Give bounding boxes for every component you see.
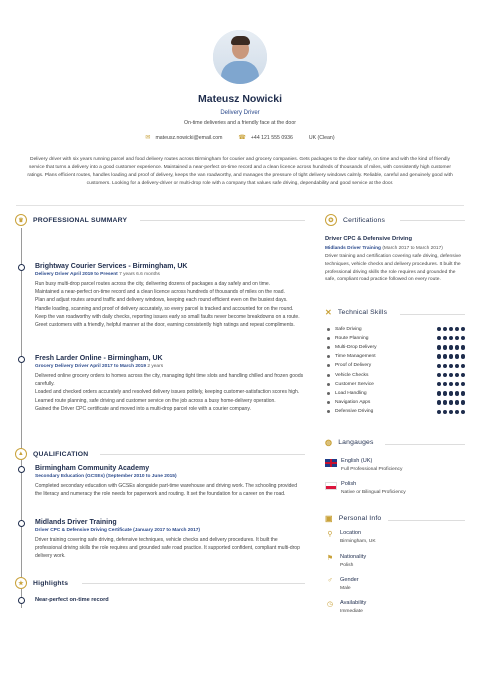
highlights-title-text: Highlights [33,579,69,587]
job-description [35,372,305,413]
rating-dot [461,327,466,332]
skill-row [325,325,465,333]
job-title: Delivery Driver [220,110,260,116]
personal-info-availability [325,600,366,614]
rating-dot [455,336,460,341]
personal-label: Location [340,530,362,536]
skills-title-text: Technical Skills [337,309,388,316]
rating-dot [455,400,460,405]
section-line [400,314,465,315]
job-line: Delivered online grocery orders to homes across the city, managing tight time slots and handling chilled and frozen goods carefully. [35,373,304,388]
skill-row [325,371,465,379]
qualification-text: Completed secondary education with GCSEs alongside part-time warehouse and driving work. The schooling provided the literacy and numeracy the role needs for paperwork and routing. It set the foundation for a career on the road. [35,483,297,498]
timeline-dot [18,356,25,363]
contact-row [0,134,480,141]
rating-dot [449,382,454,387]
rating-dot [443,391,448,396]
certification-text: Driver training and certification covering safe driving, defensive techniques, vehicle checks and delivery procedures. It built the professional driving skills the role requires and grounded the safe, compliant road practice followed on every route. [325,254,461,283]
skill-row [325,334,465,342]
tools-icon: ✕ [325,308,332,317]
rating-dot [455,345,460,350]
section-title-certifications [325,214,385,226]
personal-info-gender [325,577,359,591]
skill-row [325,399,465,407]
globe-icon: ◍ [325,438,333,447]
license-text: UK (Clean) [308,134,335,141]
timeline-line [21,228,22,608]
certification-date: (March 2017 to March 2017) [382,246,443,251]
graduation-cap-icon: ▲ [15,448,27,460]
avatar [213,30,267,84]
job-duration: 7 years 6.6 months [119,272,160,277]
language-name: English (UK) [341,458,373,464]
rating-dot [443,327,448,332]
job-position-line [35,272,305,277]
timeline-dot [18,520,25,527]
skill-name: Customer Service [335,381,374,387]
skill-name: Proof of Delivery [335,363,372,369]
rating-dot [443,364,448,369]
rating-dot [437,410,442,415]
section-title-personal [325,514,381,523]
language-item [325,481,406,495]
skill-row [325,362,465,370]
rating-dot [455,373,460,378]
rating-dot [461,336,466,341]
rating-dot [449,327,454,332]
email-text: mateusz.nowicki@email.com [155,135,223,141]
qualification-detail: Driver CPC & Defensive Driving Certificate (January 2017 to March 2017) [35,528,201,533]
rating-dot [461,354,466,359]
phone-contact[interactable] [238,134,292,141]
skill-rating [437,327,466,332]
section-title-highlights [15,577,68,589]
personal-info-location [325,530,376,544]
personal-value: Birmingham, UK [340,539,376,544]
job-entry-1 [35,263,305,329]
skill-row [325,353,465,361]
rating-dot [437,382,442,387]
rating-dot [449,364,454,369]
job-company: Fresh Larder Online - Birmingham, UK [35,355,163,362]
skill-name: Route Planning [335,335,369,341]
phone-text: +44 121 555 0936 [250,135,293,141]
skill-rating [437,391,466,396]
section-line [388,520,465,521]
rating-dot [455,327,460,332]
candidate-name: Mateusz Nowicki [197,93,283,105]
job-line: Maintained a near-perfect on-time record and a clean licence across hundreds of thousands of miles on the road. [35,289,285,296]
uk-flag-icon [325,459,337,467]
job-line: Gained the Driver CPC certificate and moved into a multi-drop parcel role with a courier company. [35,405,251,412]
divider [16,205,464,206]
certification-issuer: Midlands Driver Training [325,246,381,251]
section-line [82,583,305,584]
award-icon: ✪ [325,214,337,226]
id-card-icon: ▣ [325,514,333,523]
phone-icon: ☎ [238,135,246,141]
rating-dot [461,410,466,415]
bullet-icon [327,337,330,340]
skill-name: Load Handling [335,390,367,396]
job-line: Greet customers with a friendly, helpful manner at the door, earning consistently high ratings and repeat compliments. [35,322,295,329]
bullet-icon [327,401,330,404]
section-line [140,220,305,221]
skill-name: Safe Driving [335,326,362,332]
section-line [100,454,305,455]
job-position-line [35,364,305,369]
personal-label: Nationality [340,554,367,560]
qualification-text: Driver training covering safe driving, defensive techniques, vehicle checks and delivery procedures. It built the professional driving skills the role requires and grounded safe road practice. It supported confident, compliant multi-drop delivery work. [35,537,300,560]
school-name: Birmingham Community Academy [35,465,150,472]
rating-dot [449,410,454,415]
rating-dot [461,345,466,350]
rating-dot [449,391,454,396]
rating-dot [449,400,454,405]
job-line: Run busy multi-drop parcel routes across the city, delivering dozens of packages a day safely and on time. [35,281,271,287]
section-title-summary [15,214,127,226]
language-level: Native or Bilingual Proficiency [341,490,406,495]
bullet-icon [327,383,330,386]
skill-name: Vehicle Checks [335,372,369,378]
rating-dot [461,391,466,396]
certification-issuer-line [325,246,465,251]
personal-label: Gender [340,577,359,583]
skill-rating [437,400,466,405]
school-name: Midlands Driver Training [35,519,117,526]
skill-row [325,380,465,388]
rating-dot [443,373,448,378]
certification-entry [325,236,465,284]
section-title-qualification [15,448,88,460]
job-line: Loaded and checked orders accurately and resolved delivery issues politely, keeping customer-satisfaction scores high. [35,389,300,396]
language-name: Polish [341,481,357,487]
rating-dot [461,373,466,378]
rating-dot [449,373,454,378]
poland-flag-icon [325,482,337,490]
rating-dot [443,336,448,341]
skill-row [325,389,465,397]
rating-dot [449,345,454,350]
certification-name: Driver CPC & Defensive Driving [325,236,412,242]
job-line: Handle loading, scanning and proof of delivery accurately, so every parcel is tracked and accounted for on the round. [35,305,294,312]
rating-dot [443,345,448,350]
skill-rating [437,410,466,415]
bullet-icon [327,328,330,331]
flag-icon: ⚑ [326,555,334,562]
rating-dot [443,410,448,415]
rating-dot [437,400,442,405]
languages-title-text: Langauges [338,439,374,446]
skill-rating [437,373,466,378]
star-icon: ★ [15,577,27,589]
qualification-detail: Secondary Education (GCSEs) (September 2010 to June 2015) [35,474,177,479]
section-line [400,220,465,221]
rating-dot [455,364,460,369]
section-title-skills [325,308,387,317]
personal-title-text: Personal Info [338,515,382,522]
skill-row [325,343,465,351]
rating-dot [455,354,460,359]
email-contact[interactable] [145,134,222,141]
bullet-icon [327,346,330,349]
skill-rating [437,354,466,359]
tagline: On-time deliveries and a friendly face at the door [184,120,296,126]
email-icon: ✉ [145,135,151,141]
certifications-title-text: Certifications [343,216,386,224]
skill-rating [437,364,466,369]
qualification-entry-2 [35,519,305,561]
job-position: Delivery Driver April 2019 to Present [35,272,118,277]
rating-dot [437,364,442,369]
personal-label: Availability [340,600,367,606]
rating-dot [443,354,448,359]
rating-dot [437,391,442,396]
summary-title-text: PROFESSIONAL SUMMARY [33,216,128,224]
job-company: Brightway Courier Services - Birmingham, UK [35,263,188,270]
skill-name: Time Management [335,354,376,360]
skill-name: Defensive Driving [335,409,374,415]
job-description [35,280,305,329]
rating-dot [437,345,442,350]
highlight-item: Near-perfect on-time record [35,597,109,603]
intro-paragraph: Delivery driver with six years running parcel and food delivery routes across Birmingham for courier and grocery companies. Gets packages to the door safely, on time and with the kind of friendly service that turns a delivery into a good customer experience. Maintained a near-perfect on-time record and a clean licence across hundreds of thousands of miles, with consistently high customer ratings. Plans efficient routes, handles loading and proof of delivery, keeps the van roadworthy, and manages the pressure of tight delivery windows calmly. Reliable, careful and genuinely good with customers. Looking for a delivery-driver or multi-drop role with a company that values safe driving, dependability and good service at the door. [27,157,453,186]
timeline-dot [18,264,25,271]
qualification-entry-1 [35,465,305,498]
license-contact [309,135,335,141]
rating-dot [443,400,448,405]
qualification-title-text: QUALIFICATION [33,450,89,458]
rating-dot [443,382,448,387]
timeline-dot [18,466,25,473]
job-line: Keep the van roadworthy with daily checks, reporting issues early so small faults never become breakdowns on a route. [35,313,300,320]
skill-rating [437,345,466,350]
language-level: Full Professional Proficiency [341,467,403,472]
bullet-icon [327,355,330,358]
rating-dot [437,327,442,332]
bullet-icon [327,410,330,413]
rating-dot [455,382,460,387]
skill-name: Multi-Drop Delivery [335,344,377,350]
section-line [385,444,465,445]
rating-dot [449,336,454,341]
language-item [325,458,402,472]
bullet-icon [327,364,330,367]
bullet-icon [327,392,330,395]
job-position: Grocery Delivery Driver April 2017 to March 2019 [35,364,147,369]
personal-value: Polish [340,563,354,568]
skill-row [325,408,465,416]
bullet-icon [327,374,330,377]
rating-dot [461,364,466,369]
personal-value: Immediate [340,609,363,614]
rating-dot [461,382,466,387]
clock-icon: ◷ [326,601,334,608]
job-duration: 2 years [147,364,164,369]
job-line: Plan and adjust routes around traffic and delivery windows, keeping each round efficient even on the busiest days. [35,297,288,304]
rating-dot [455,410,460,415]
personal-value: Male [340,586,351,591]
rating-dot [455,391,460,396]
skill-rating [437,336,466,341]
personal-info-nationality [325,554,366,568]
job-entry-2 [35,355,305,413]
rating-dot [461,400,466,405]
skill-name: Navigation Apps [335,400,371,406]
timeline-dot [18,597,25,604]
map-pin-icon: ⚲ [327,531,333,538]
person-icon: ♂ [327,577,333,584]
rating-dot [437,373,442,378]
resume-header [0,30,480,141]
rating-dot [437,336,442,341]
section-title-languages [325,438,374,447]
job-line: Learned route planning, safe driving and customer service on the job across a busy home-delivery operation. [35,397,276,404]
trophy-icon: ♛ [15,214,27,226]
rating-dot [449,354,454,359]
skill-rating [437,382,466,387]
rating-dot [437,354,442,359]
